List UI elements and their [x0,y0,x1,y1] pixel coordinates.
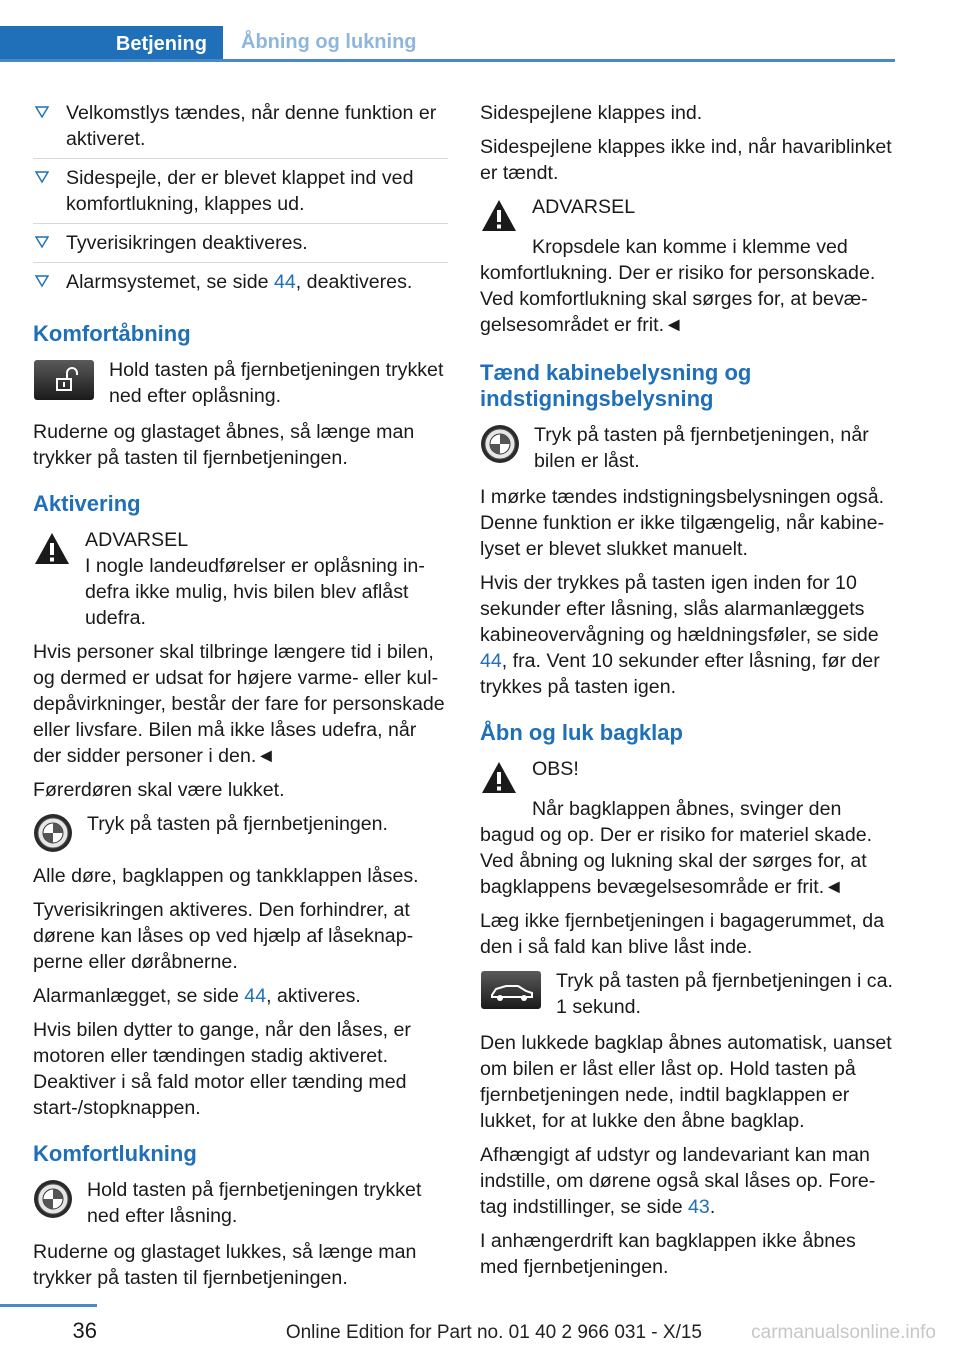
paragraph-text: , aktiveres. [266,985,361,1007]
warning-triangle-icon [480,760,518,796]
page-number: 36 [72,1318,97,1343]
watermark: carmanualsonline.info [751,1322,936,1343]
paragraph-text: . [709,1196,716,1218]
heading-kabinebelysning: Tænd kabinebelysning og indstigningsbelysning [480,360,752,411]
page-link[interactable]: 44 [480,650,502,672]
instruction-text: Tryk på tasten på fjernbetjeningen, når bilen er låst. [534,424,869,472]
unlock-button-instruction [33,357,448,409]
paragraph: Hvis bilen dytter to gange, når den låses, er motoren eller tændingen stadig aktiveret. Deaktiver i så fald motor eller tænding med start-/stopknappen. [33,1019,411,1119]
tailgate-car-icon [480,970,542,1010]
bmw-logo-key-icon [33,1179,73,1219]
unlock-key-icon [33,359,95,401]
warning-title: ADVARSEL [532,196,636,218]
page-link[interactable]: 43 [688,1196,710,1218]
paragraph: Sidespejlene klappes ind. [480,102,703,124]
list-item-text: Alarmsystemet, se side [66,271,274,293]
edition-note: Online Edition for Part no. 01 40 2 966 031 - X/15 [285,1322,702,1343]
triangle-bullet-icon [35,170,49,184]
instruction-text: Tryk på tasten på fjernbetjeningen i ca. 1 sekund. [556,970,893,1018]
triangle-bullet-icon [35,274,49,288]
warning-block [33,527,448,631]
list-item [33,269,448,301]
section-tab[interactable]: Åbning og lukning [241,31,417,53]
triangle-bullet-icon [35,235,49,249]
paragraph: I anhængerdrift kan bagklappen ikke åbnes med fjernbetjeningen. [480,1230,856,1278]
notice-block [480,756,893,900]
paragraph: Sidespejlene klappes ikke ind, når havariblinket er tændt. [480,136,892,184]
list-item-text: Sidespejle, der er blevet klappet ind ved komfortlukning, klappes ud. [66,167,414,215]
page-link[interactable]: 44 [244,985,267,1007]
paragraph [480,570,893,700]
list-item [33,100,448,159]
paragraph-text: Hvis der trykkes på tasten igen inden for 10 sekunder efter låsning, slås alarmanlæggets kabineovervågning og hældningsføler, se side [480,572,879,646]
list-item [33,165,448,224]
warning-text: Kropsdele kan komme i klemme ved komfortlukning. Der er risiko for personskade. Ved komfortlukning skal sørges for, at bevægelsesområdet er frit.◄ [480,236,876,336]
feature-list [33,100,448,301]
bmw-logo-key-icon [480,424,520,464]
right-column [480,100,893,1288]
list-item-text: , deaktiveres. [295,271,413,293]
instruction-text: Hold tasten på fjernbetjeningen trykket ned efter oplåsning. [109,359,444,407]
header-rule [0,59,895,62]
list-item-text: Tyverisikringen deaktiveres. [66,232,308,254]
warning-text: I nogle landeudførelser er oplåsning indefra ikke mulig, hvis bilen blev aflåst udefra. [85,555,425,629]
paragraph-text: Afhængigt af udstyr og landevariant kan man indstille, om dørene også skal låses op. Foretag indstillinger, se side [480,1144,876,1218]
paragraph: Ruderne og glastaget åbnes, så længe man trykker på tasten til fjernbetjeningen. [33,421,415,469]
warning-title: ADVARSEL [85,529,189,551]
notice-title: OBS! [532,758,579,780]
instruction-text: Tryk på tasten på fjernbetjeningen. [87,813,388,835]
triangle-bullet-icon [35,105,49,119]
paragraph: Læg ikke fjernbetjeningen i bagagerummet, da den i så fald kan blive låst inde. [480,910,885,958]
light-button-instruction [480,422,893,474]
bmw-logo-key-icon [33,813,73,853]
warning-block [480,194,893,338]
paragraph: Ruderne og glastaget lukkes, så længe man trykker på tasten til fjernbetjeningen. [33,1241,417,1289]
paragraph-text: , fra. Vent 10 sekunder efter låsning, før der trykkes på tasten igen. [480,650,880,698]
footer-rule [0,1304,97,1307]
lock-button-instruction [33,811,448,853]
left-column [33,100,448,1299]
notice-text: Når bagklappen åbnes, svinger den bagud og op. Der er risiko for materiel skade. Ved åbning og lukning skal der sørges for, at bagklappens bevægelsesområde er frit.◄ [480,798,873,898]
heading-aktivering: Aktivering [33,491,141,516]
paragraph: Tyverisikringen aktiveres. Den forhindrer, at dørene kan låses op ved hjælp af låseknapperne eller døråbnerne. [33,899,414,973]
heading-bagklap: Åbn og luk bagklap [480,720,683,745]
instruction-text: Hold tasten på fjernbetjeningen trykket ned efter låsning. [87,1179,422,1227]
paragraph: Den lukkede bagklap åbnes automatisk, uanset om bilen er låst eller låst op. Hold tasten på fjernbetjeningen nede, indtil bagklappen er lukket, for at lukke den åbne bagklap. [480,1032,892,1132]
paragraph: Alle døre, bagklappen og tankklappen låses. [33,865,419,887]
paragraph: Hvis personer skal tilbringe længere tid i bilen, og dermed er udsat for højere varme- eller kuldepåvirkninger, består der fare for personskade eller livsfare. Bilen må ikke låses udefra, når der sidder personer i den.◄ [33,641,445,767]
tailgate-button-instruction [480,968,893,1020]
warning-triangle-icon [480,198,518,234]
paragraph: Førerdøren skal være lukket. [33,779,285,801]
paragraph [480,1142,893,1220]
heading-komfortaabning: Komfortåbning [33,321,191,346]
paragraph [33,983,448,1009]
page-header [0,26,895,62]
list-item [33,230,448,263]
heading-komfortlukning: Komfortlukning [33,1141,197,1166]
chapter-tab[interactable]: Betjening [0,26,223,62]
list-item-text: Velkomstlys tændes, når denne funktion er aktiveret. [66,102,437,150]
paragraph: I mørke tændes indstigningsbelysningen også. Denne funktion er ikke tilgængelig, når kabinelyset er blevet slukket manuelt. [480,486,885,560]
page-link[interactable]: 44 [273,271,296,293]
paragraph-text: Alarmanlægget, se side [33,985,245,1007]
lock-hold-instruction [33,1177,448,1229]
